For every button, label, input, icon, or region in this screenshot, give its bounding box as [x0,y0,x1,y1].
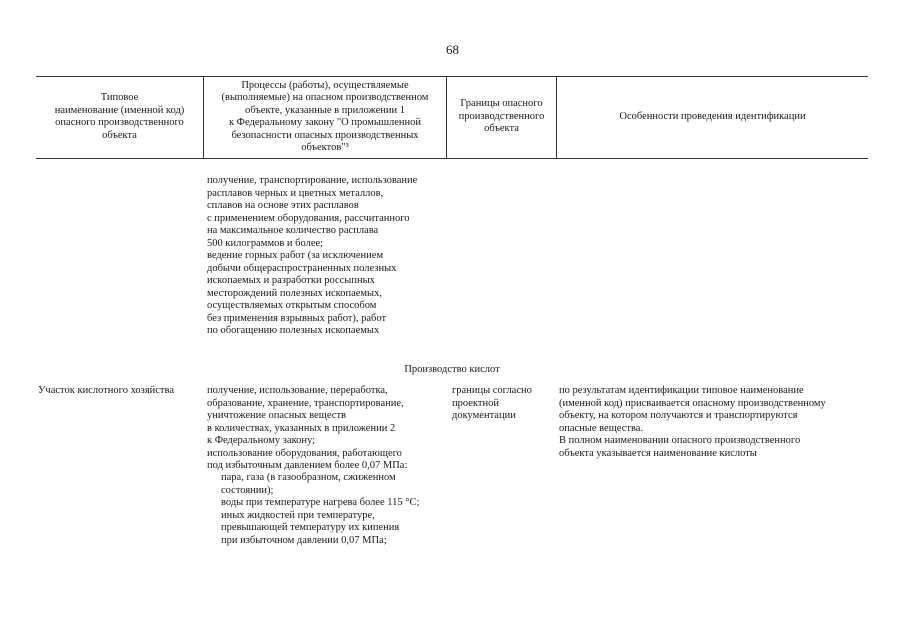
row-processes-list: получение, использование, переработка, образование, хранение, транспортирование, уничтожение опасных веществ в количествах, указанных в приложении 2 к Федеральному закону; использование оборудования, работающего под избыточным давлением более 0,07 МПа: [207,385,408,471]
row-features: по результатам идентификации типовое наименование (именной код) присваивается опасному производственному объекту, на котором получаются и транспортируются опасные вещества. В полном наименовании опасного производственного объекта указывается наименование кислоты [559,385,826,459]
header-text-boundaries: Границы опасного производственного объекта [458,98,545,135]
header-text-features: Особенности проведения идентификации [619,110,806,122]
header-cell-features [557,78,868,156]
header-cell-processes [204,78,446,156]
header-text-type-name: Типовое наименование (именной код) опасного производственного объекта [54,92,185,141]
header-cell-boundaries [447,78,556,156]
header-text-processes: Процессы (работы), осуществляемые (выполняемые) на опасном производственном объекте, указанные в приложении 1 к Федеральному закону "О промышленной безопасности опасных производственных объектов"³ [221,79,429,153]
row-processes-sublist: пара, газа (в газообразном, сжиженном состоянии); воды при температуре нагрева более 115 °С; иных жидкостей при температуре, превышающей температуру их кипения при избыточном давлении 0,07 МПа; [221,472,420,546]
section-title: Производство кислот [404,364,500,375]
table-header-bottom-rule [36,158,868,159]
row-boundaries: границы согласно проектной документации [452,385,532,421]
row-type-name: Участок кислотного хозяйства [38,385,174,396]
page-number: 68 [446,42,459,57]
header-cell-type-name [36,78,203,156]
continuation-processes-text: получение, транспортирование, использование расплавов черных и цветных металлов, сплавов на основе этих расплавов с применением оборудования, рассчитанного на максимальное количество расплава 500 килограммов и более; ведение горных работ (за исключением добычи общераспространенных полезных ископаемых и разработки россыпных месторождений полезных ископаемых, осуществляемых открытым способом без применения взрывных работ), работ по обогащению полезных ископаемых [207,175,418,336]
table-top-rule [36,76,868,77]
